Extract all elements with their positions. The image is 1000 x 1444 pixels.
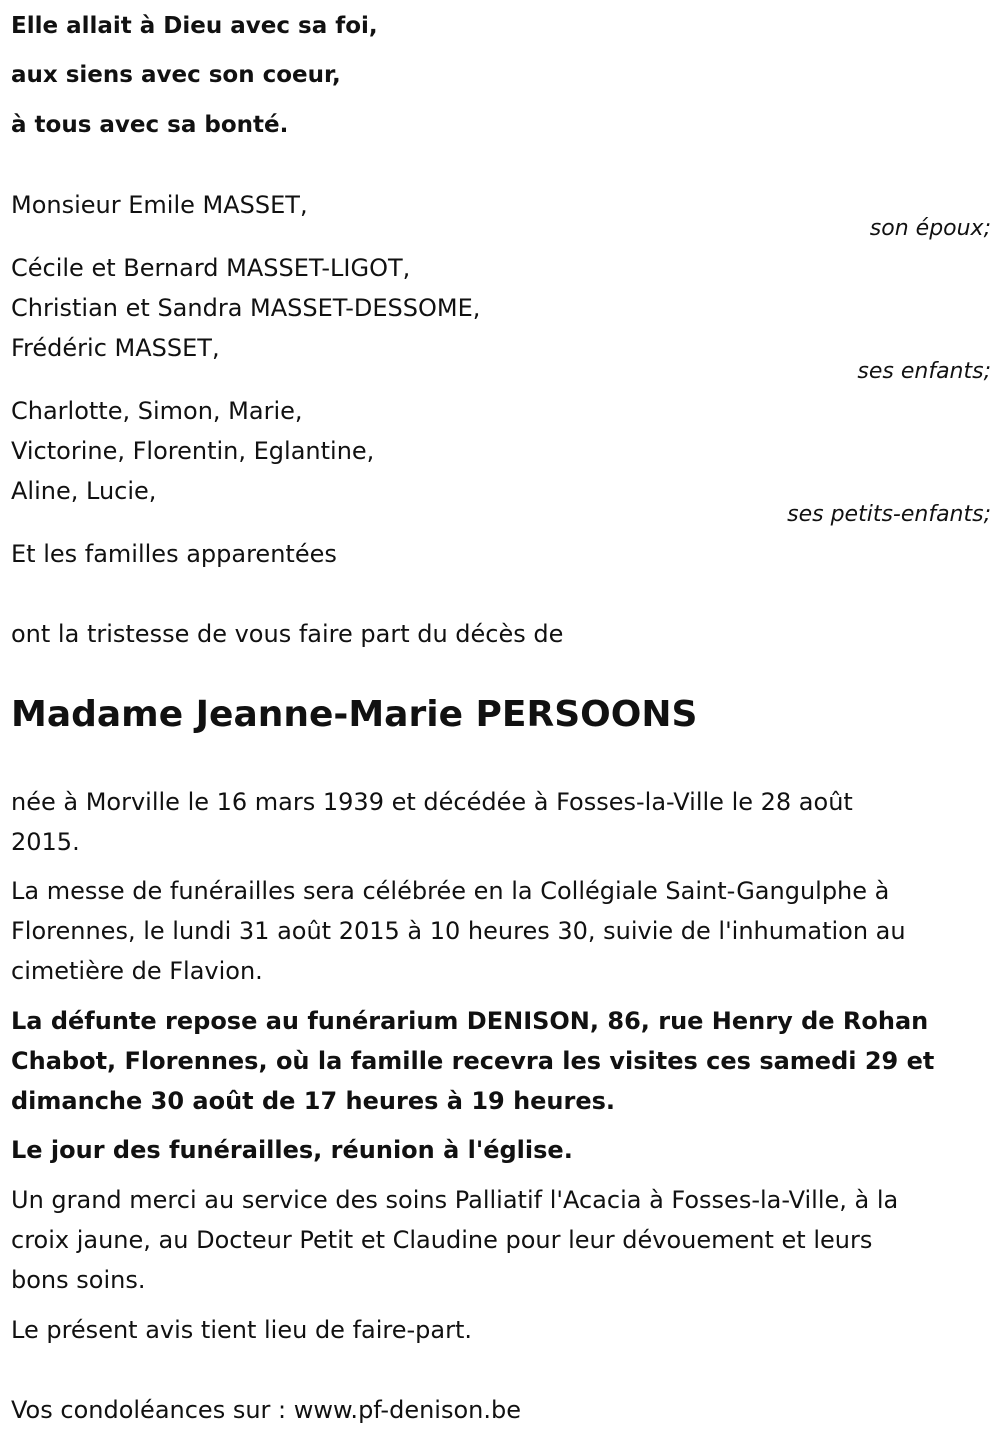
deceased-name: Madame Jeanne-Marie PERSOONS <box>11 694 698 735</box>
funeral-mass-line: La messe de funérailles sera célébrée en la Collégiale Saint-Gangulphe à <box>11 877 890 905</box>
obituary-notice <box>11 0 991 1444</box>
children-role: ses enfants; <box>857 359 991 384</box>
notice-line: Le présent avis tient lieu de faire-part. <box>11 1316 473 1344</box>
visitation-line: La défunte repose au funérarium DENISON, 86, rue Henry de Rohan <box>11 1007 929 1035</box>
grandchild-names: Charlotte, Simon, Marie, <box>11 397 303 425</box>
birth-death-line: née à Morville le 16 mars 1939 et décédée à Fosses-la-Ville le 28 août <box>11 788 853 816</box>
grandchild-names: Victorine, Florentin, Eglantine, <box>11 437 375 465</box>
meeting-line: Le jour des funérailles, réunion à l'église. <box>11 1136 573 1164</box>
child-name: Christian et Sandra MASSET-DESSOME, <box>11 294 481 322</box>
thanks-line: bons soins. <box>11 1266 146 1294</box>
poem-line: aux siens avec son coeur, <box>11 62 341 88</box>
condolences-line: Vos condoléances sur : www.pf-denison.be <box>11 1396 521 1424</box>
related-families: Et les familles apparentées <box>11 540 337 568</box>
spouse-role: son époux; <box>869 216 991 241</box>
grandchild-names: Aline, Lucie, <box>11 477 157 505</box>
poem-line: Elle allait à Dieu avec sa foi, <box>11 13 378 39</box>
funeral-mass-line: Florennes, le lundi 31 août 2015 à 10 heures 30, suivie de l'inhumation au <box>11 917 906 945</box>
spouse-name: Monsieur Emile MASSET, <box>11 191 308 219</box>
thanks-line: Un grand merci au service des soins Palliatif l'Acacia à Fosses-la-Ville, à la <box>11 1186 899 1214</box>
poem-line: à tous avec sa bonté. <box>11 112 289 138</box>
funeral-mass-line: cimetière de Flavion. <box>11 957 263 985</box>
visitation-line: Chabot, Florennes, où la famille recevra les visites ces samedi 29 et <box>11 1047 935 1075</box>
child-name: Frédéric MASSET, <box>11 334 220 362</box>
birth-death-line: 2015. <box>11 828 80 856</box>
thanks-line: croix jaune, au Docteur Petit et Claudine pour leur dévouement et leurs <box>11 1226 873 1254</box>
visitation-line: dimanche 30 août de 17 heures à 19 heures. <box>11 1087 616 1115</box>
child-name: Cécile et Bernard MASSET-LIGOT, <box>11 254 411 282</box>
grandchildren-role: ses petits-enfants; <box>787 502 991 527</box>
announcement: ont la tristesse de vous faire part du décès de <box>11 620 564 648</box>
